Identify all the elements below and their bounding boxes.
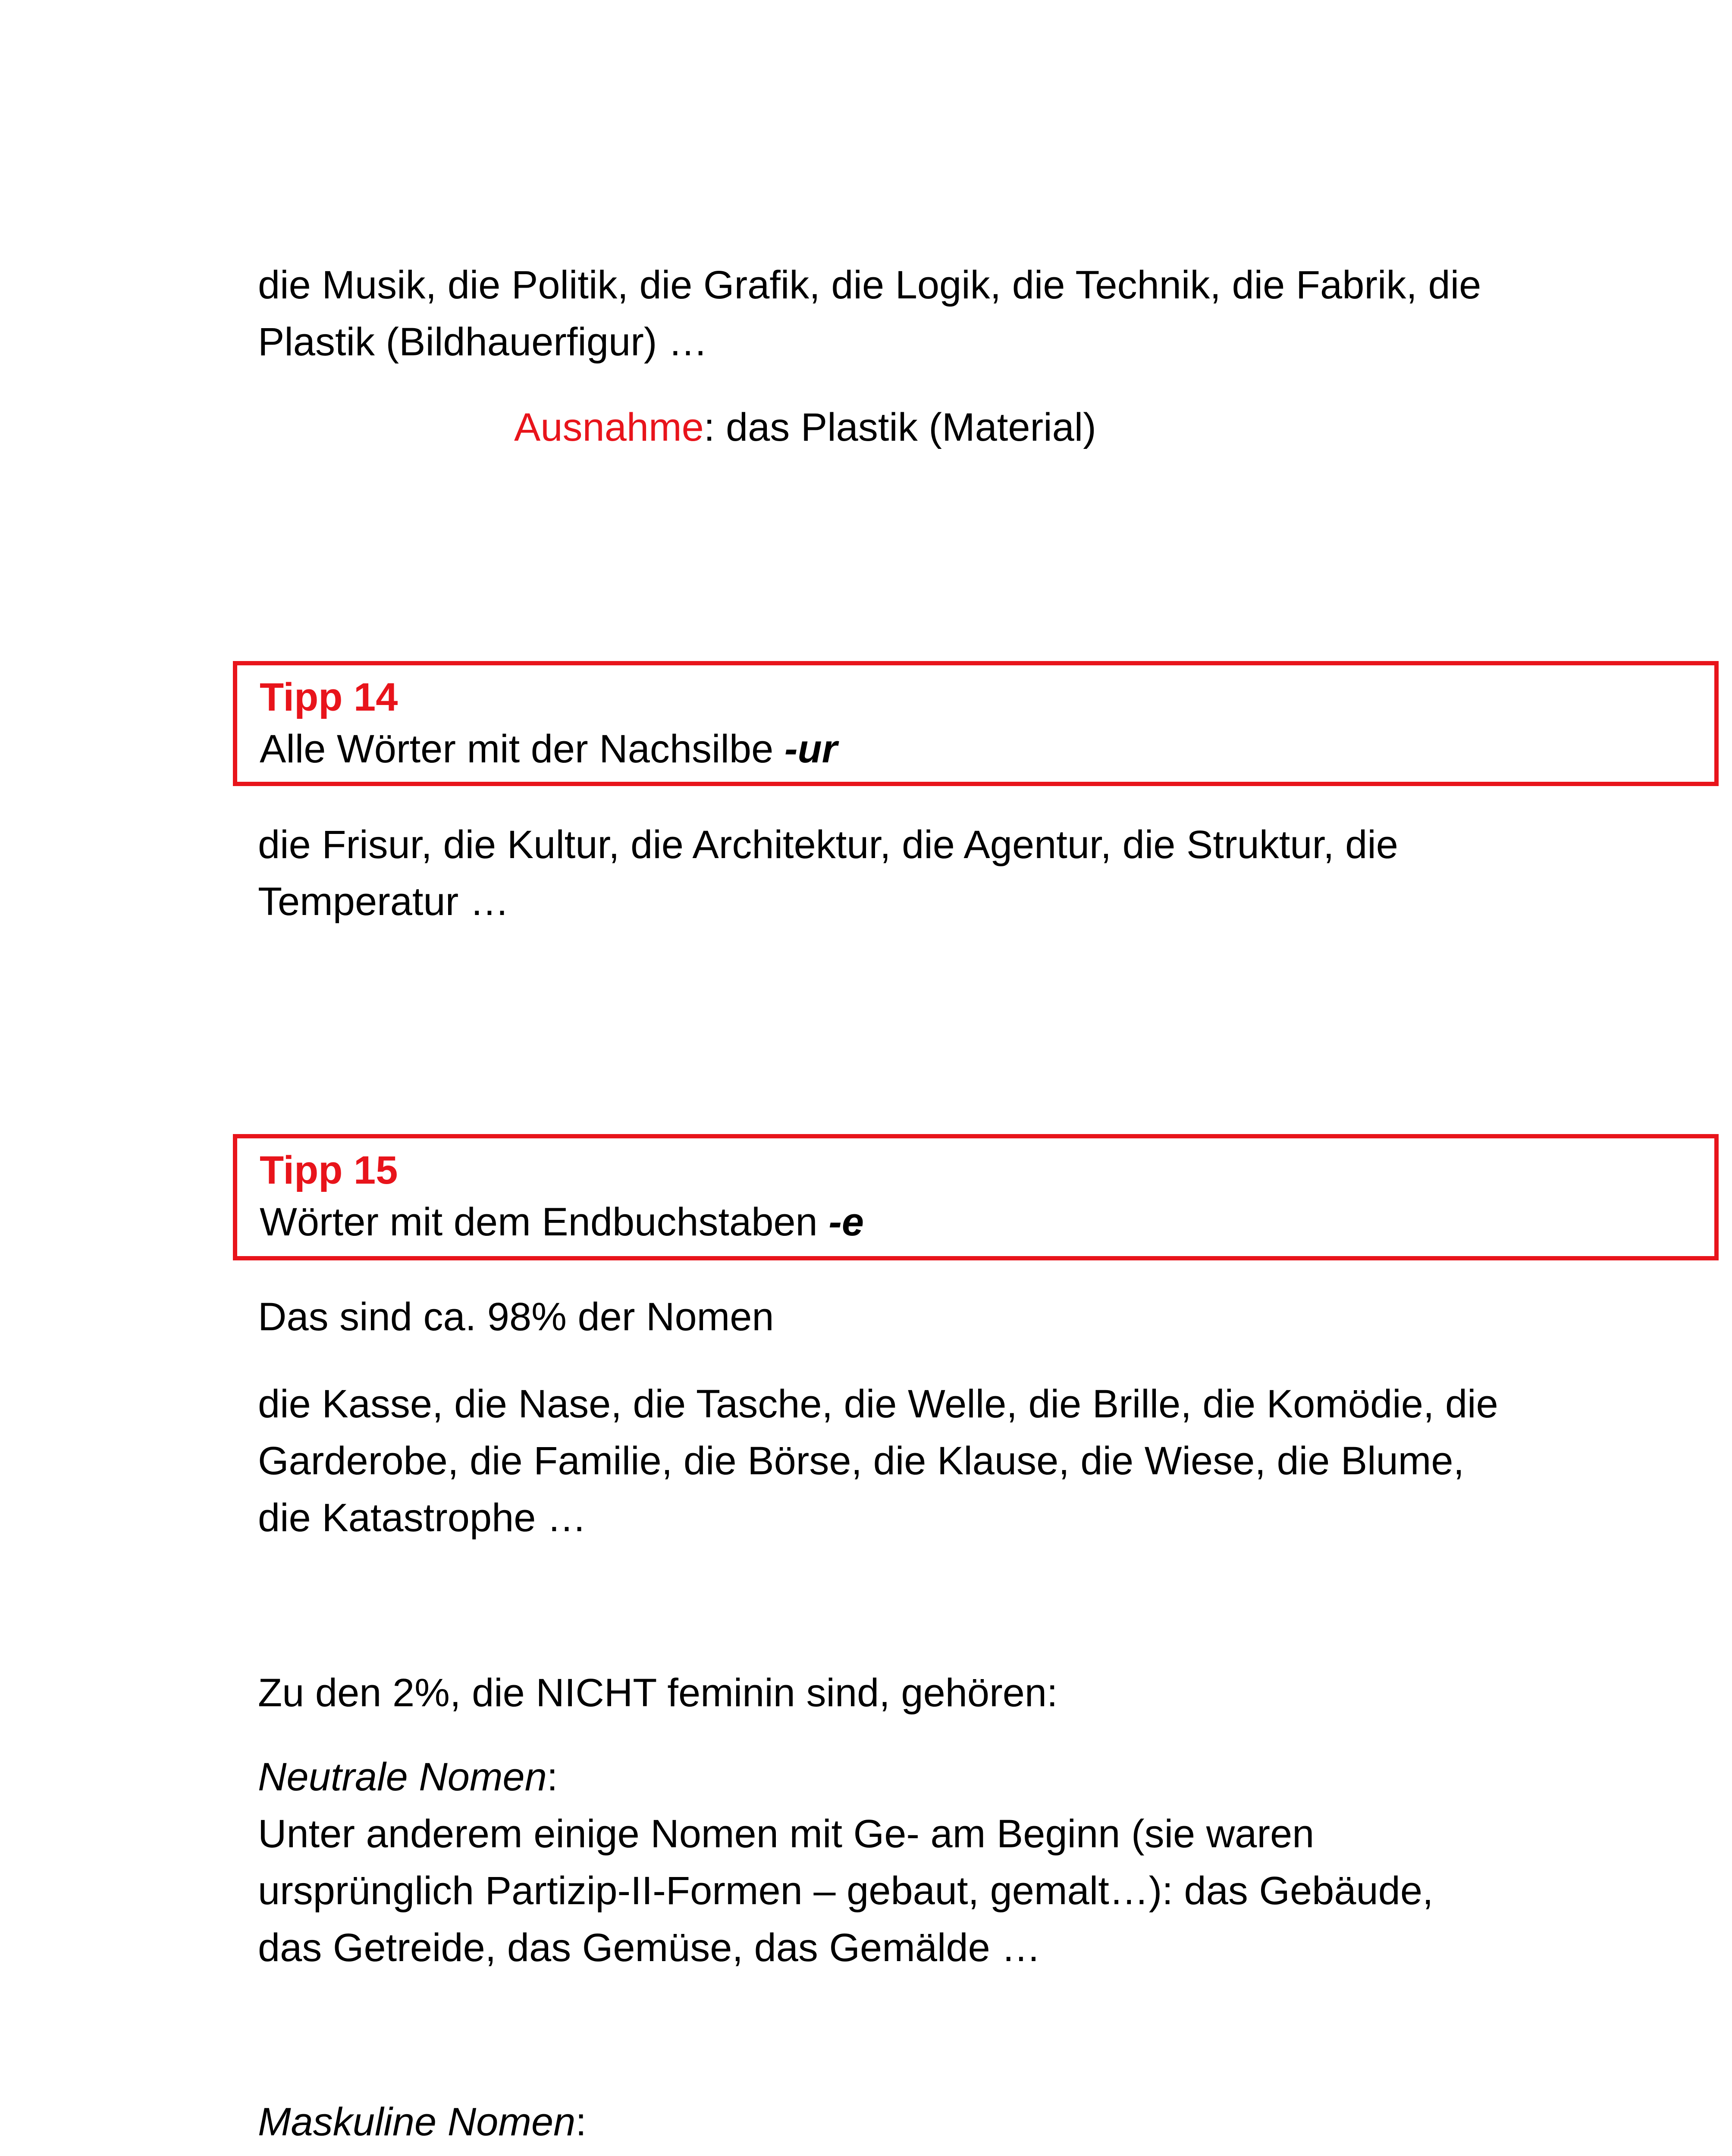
tip-text: Wörter mit dem Endbuchstaben bbox=[260, 1200, 829, 1244]
paragraph-line: Garderobe, die Familie, die Börse, die Klause, die Wiese, die Blume, bbox=[258, 1439, 1465, 1483]
tip-description bbox=[260, 723, 837, 775]
tip-text: Alle Wörter mit der Nachsilbe bbox=[260, 727, 784, 771]
paragraph-line: ursprünglich Partizip-II-Formen – gebaut, gemalt…): das Gebäude, bbox=[258, 1869, 1434, 1913]
paragraph-line: Plastik (Bildhauerfigur) … bbox=[258, 320, 708, 364]
tip-title: Tipp 14 bbox=[260, 675, 398, 719]
paragraph-line: Unter anderem einige Nomen mit Ge- am Beginn (sie waren bbox=[258, 1812, 1315, 1856]
tip-suffix: -e bbox=[828, 1200, 864, 1244]
tip-box-14 bbox=[233, 661, 1719, 786]
tip-title: Tipp 15 bbox=[260, 1148, 398, 1192]
paragraph-line: Zu den 2%, die NICHT feminin sind, gehören: bbox=[258, 1671, 1058, 1715]
tip-box-15 bbox=[233, 1134, 1719, 1260]
colon: : bbox=[546, 1755, 558, 1799]
masculine-heading bbox=[258, 2093, 587, 2150]
exception-note bbox=[514, 399, 1096, 456]
colon: : bbox=[575, 2100, 587, 2144]
exception-label: Ausnahme bbox=[514, 405, 704, 449]
paragraph-line: die Frisur, die Kultur, die Architektur, die Agentur, die Struktur, die bbox=[258, 823, 1398, 867]
neutral-heading bbox=[258, 1749, 558, 1805]
tip-description bbox=[260, 1196, 864, 1248]
paragraph-line: die Musik, die Politik, die Grafik, die Logik, die Technik, die Fabrik, die bbox=[258, 263, 1481, 307]
paragraph-line: das Getreide, das Gemüse, das Gemälde … bbox=[258, 1926, 1041, 1970]
paragraph-line: Das sind ca. 98% der Nomen bbox=[258, 1295, 774, 1339]
paragraph-line: die Katastrophe … bbox=[258, 1496, 587, 1540]
exception-text: : das Plastik (Material) bbox=[703, 405, 1096, 449]
masculine-label: Maskuline Nomen bbox=[258, 2100, 576, 2144]
paragraph-line bbox=[258, 2150, 1453, 2156]
tip-suffix: -ur bbox=[784, 727, 838, 771]
paragraph-line: die Kasse, die Nase, die Tasche, die Welle, die Brille, die Komödie, die bbox=[258, 1382, 1498, 1426]
paragraph-line: Temperatur … bbox=[258, 880, 509, 924]
neutral-label: Neutrale Nomen bbox=[258, 1755, 547, 1799]
